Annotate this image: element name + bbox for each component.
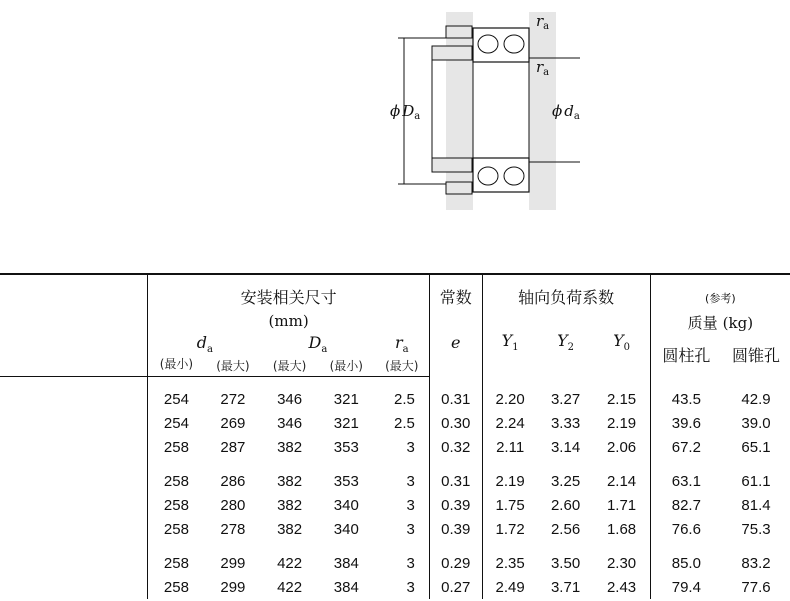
row-blank-cell bbox=[0, 411, 148, 435]
cyl-bore-header: 圆柱孔 bbox=[650, 333, 722, 377]
table-cell: 1.68 bbox=[606, 520, 637, 538]
table-cell: 1.72 bbox=[482, 517, 538, 541]
ra-max: (最大) bbox=[375, 355, 430, 377]
Da-header: $D_a$ bbox=[308, 333, 328, 356]
Da-min: (最小) bbox=[318, 355, 375, 377]
table-cell: 272 bbox=[220, 390, 246, 408]
table-cell: 384 bbox=[333, 554, 359, 572]
table-row bbox=[0, 551, 790, 575]
ra-top-label: $r_a$ bbox=[536, 12, 550, 32]
table-cell: 286 bbox=[220, 472, 246, 490]
table-cell: 2.20 bbox=[482, 387, 538, 411]
table-cell: 2.19 bbox=[482, 469, 538, 493]
table-cell: 0.39 bbox=[429, 517, 482, 541]
table-cell: 254 bbox=[148, 411, 205, 435]
y0-header: $Y_0$ bbox=[613, 331, 630, 354]
mounting-dimensions-table bbox=[0, 273, 790, 599]
table-cell: 77.6 bbox=[741, 578, 771, 596]
table-row bbox=[0, 493, 790, 517]
table-row bbox=[0, 387, 790, 411]
table-cell: 43.5 bbox=[650, 387, 722, 411]
table-cell: 340 bbox=[333, 520, 359, 538]
table-cell: 258 bbox=[148, 493, 205, 517]
table-row bbox=[0, 575, 790, 599]
da-max: (最大) bbox=[205, 355, 262, 377]
table-cell: 42.9 bbox=[741, 390, 771, 408]
spacer-row bbox=[0, 377, 790, 388]
ra-header: $r_a$ bbox=[394, 333, 409, 356]
mass-label: 质量 bbox=[687, 314, 718, 332]
table-cell: 2.35 bbox=[482, 551, 538, 575]
table-cell: 67.2 bbox=[650, 435, 722, 459]
da-label: ϕ $d_a$ bbox=[552, 102, 580, 122]
roller-bottom-right bbox=[504, 167, 524, 185]
table-cell: 3 bbox=[406, 472, 415, 490]
housing-shoulder-top bbox=[446, 26, 472, 38]
table-cell: 287 bbox=[220, 438, 246, 456]
table-cell: 353 bbox=[333, 438, 359, 456]
table-cell: 346 bbox=[277, 390, 303, 408]
table-cell: 258 bbox=[148, 435, 205, 459]
table-cell: 63.1 bbox=[650, 469, 722, 493]
roller-top-right bbox=[504, 35, 524, 53]
load-title: 轴向负荷系数 bbox=[482, 274, 650, 308]
table-cell: 254 bbox=[148, 387, 205, 411]
table-cell: 278 bbox=[220, 520, 246, 538]
row-blank-cell bbox=[0, 575, 148, 599]
bearing-drawing bbox=[380, 8, 580, 218]
table-cell: 82.7 bbox=[650, 493, 722, 517]
table-cell: 0.29 bbox=[429, 551, 482, 575]
reference-note: (参考) bbox=[650, 274, 790, 308]
table-cell: 258 bbox=[148, 469, 205, 493]
table-cell: 3.25 bbox=[550, 472, 581, 490]
table-cell: 384 bbox=[333, 578, 359, 596]
table-cell: 0.30 bbox=[429, 411, 482, 435]
roller-bottom-left bbox=[478, 167, 498, 185]
mass-unit: (kg) bbox=[722, 314, 754, 332]
table-cell: 2.11 bbox=[482, 435, 538, 459]
table-cell: 61.1 bbox=[741, 472, 771, 490]
y1-header: $Y_1$ bbox=[482, 308, 538, 377]
table-cell: 422 bbox=[277, 578, 303, 596]
mass-title bbox=[650, 308, 790, 333]
roller-top-left bbox=[478, 35, 498, 53]
table-cell: 382 bbox=[277, 438, 303, 456]
row-blank-cell bbox=[0, 387, 148, 411]
table-cell: 3.50 bbox=[550, 554, 581, 572]
table-cell: 422 bbox=[277, 554, 303, 572]
table-row bbox=[0, 435, 790, 459]
table-cell: 3.33 bbox=[550, 414, 581, 432]
row-blank-cell bbox=[0, 551, 148, 575]
table-cell: 0.31 bbox=[429, 469, 482, 493]
housing-shoulder-bottom bbox=[446, 182, 472, 194]
table-cell: 2.56 bbox=[550, 520, 581, 538]
da-min: (最小) bbox=[148, 355, 205, 377]
table-cell: 0.31 bbox=[429, 387, 482, 411]
table-cell: 2.15 bbox=[606, 390, 637, 408]
table-cell: 2.06 bbox=[606, 438, 637, 456]
shaft-shoulder-top bbox=[432, 46, 472, 60]
da-header: $d_a$ bbox=[148, 333, 261, 355]
row-blank-cell bbox=[0, 469, 148, 493]
table-cell: 39.6 bbox=[650, 411, 722, 435]
table-cell: 280 bbox=[220, 496, 246, 514]
table-cell: 81.4 bbox=[741, 496, 771, 514]
group-title-cell bbox=[148, 274, 430, 308]
table-cell: 3 bbox=[406, 554, 415, 572]
table-cell: 258 bbox=[148, 517, 205, 541]
table-cell: 0.39 bbox=[429, 493, 482, 517]
Da-max: (最大) bbox=[261, 355, 318, 377]
bearing-mounting-diagram bbox=[380, 8, 580, 218]
table-cell: 2.14 bbox=[606, 472, 637, 490]
table-cell: 340 bbox=[333, 496, 359, 514]
table-row bbox=[0, 469, 790, 493]
table-cell: 2.43 bbox=[606, 578, 637, 596]
table-cell: 2.60 bbox=[550, 496, 581, 514]
const-title: 常数 bbox=[429, 274, 482, 308]
table-cell: 0.27 bbox=[429, 575, 482, 599]
table-cell: 299 bbox=[220, 578, 246, 596]
shaft-shoulder-bottom bbox=[432, 158, 472, 172]
table-cell: 1.71 bbox=[606, 496, 637, 514]
header-row-1 bbox=[0, 274, 790, 308]
y2-header: $Y_2$ bbox=[557, 331, 575, 354]
row-blank-cell bbox=[0, 435, 148, 459]
table-cell: 382 bbox=[277, 472, 303, 490]
table-cell: 258 bbox=[148, 551, 205, 575]
table-cell: 65.1 bbox=[741, 438, 771, 456]
table-cell: 258 bbox=[148, 575, 205, 599]
blank-header-cell bbox=[0, 274, 148, 355]
table-cell: 299 bbox=[220, 554, 246, 572]
table-body bbox=[0, 387, 790, 599]
group-gap-row bbox=[0, 541, 790, 551]
table-cell: 0.32 bbox=[429, 435, 482, 459]
table-cell: 39.0 bbox=[741, 414, 771, 432]
table-cell: 75.3 bbox=[741, 520, 771, 538]
table-row bbox=[0, 411, 790, 435]
table-cell: 3.71 bbox=[550, 578, 581, 596]
table-cell: 321 bbox=[333, 414, 359, 432]
table-cell: 3 bbox=[406, 496, 415, 514]
blank-sub-cell bbox=[0, 355, 148, 377]
table-cell: 76.6 bbox=[650, 517, 722, 541]
table-cell: 85.0 bbox=[650, 551, 722, 575]
row-blank-cell bbox=[0, 517, 148, 541]
table-cell: 382 bbox=[277, 520, 303, 538]
table-cell: 382 bbox=[277, 496, 303, 514]
row-blank-cell bbox=[0, 493, 148, 517]
table-cell: 2.5 bbox=[394, 414, 415, 432]
table-cell: 269 bbox=[220, 414, 246, 432]
table-cell: 83.2 bbox=[741, 554, 771, 572]
group-gap-row bbox=[0, 459, 790, 469]
table-cell: 3.27 bbox=[550, 390, 581, 408]
table-cell: 2.30 bbox=[606, 554, 637, 572]
table-cell: 3 bbox=[406, 578, 415, 596]
table-cell: 2.24 bbox=[482, 411, 538, 435]
Da-label: ϕ $D_a$ bbox=[390, 102, 421, 122]
table-cell: 2.49 bbox=[482, 575, 538, 599]
table-cell: 3 bbox=[406, 520, 415, 538]
e-header: e bbox=[429, 308, 482, 377]
table-cell: 321 bbox=[333, 390, 359, 408]
table-cell: 2.19 bbox=[606, 414, 637, 432]
table-cell: 79.4 bbox=[650, 575, 722, 599]
table-cell: 3.14 bbox=[550, 438, 581, 456]
table-cell: 1.75 bbox=[482, 493, 538, 517]
group-unit: (mm) bbox=[148, 308, 430, 333]
ra-mid-label: $r_a$ bbox=[536, 58, 550, 78]
table-cell: 3 bbox=[406, 438, 415, 456]
table-row bbox=[0, 517, 790, 541]
group-title: 安装相关尺寸 bbox=[240, 288, 337, 307]
cone-bore-header: 圆锥孔 bbox=[732, 346, 781, 366]
table-cell: 346 bbox=[277, 414, 303, 432]
table-cell: 353 bbox=[333, 472, 359, 490]
table-cell: 2.5 bbox=[394, 390, 415, 408]
